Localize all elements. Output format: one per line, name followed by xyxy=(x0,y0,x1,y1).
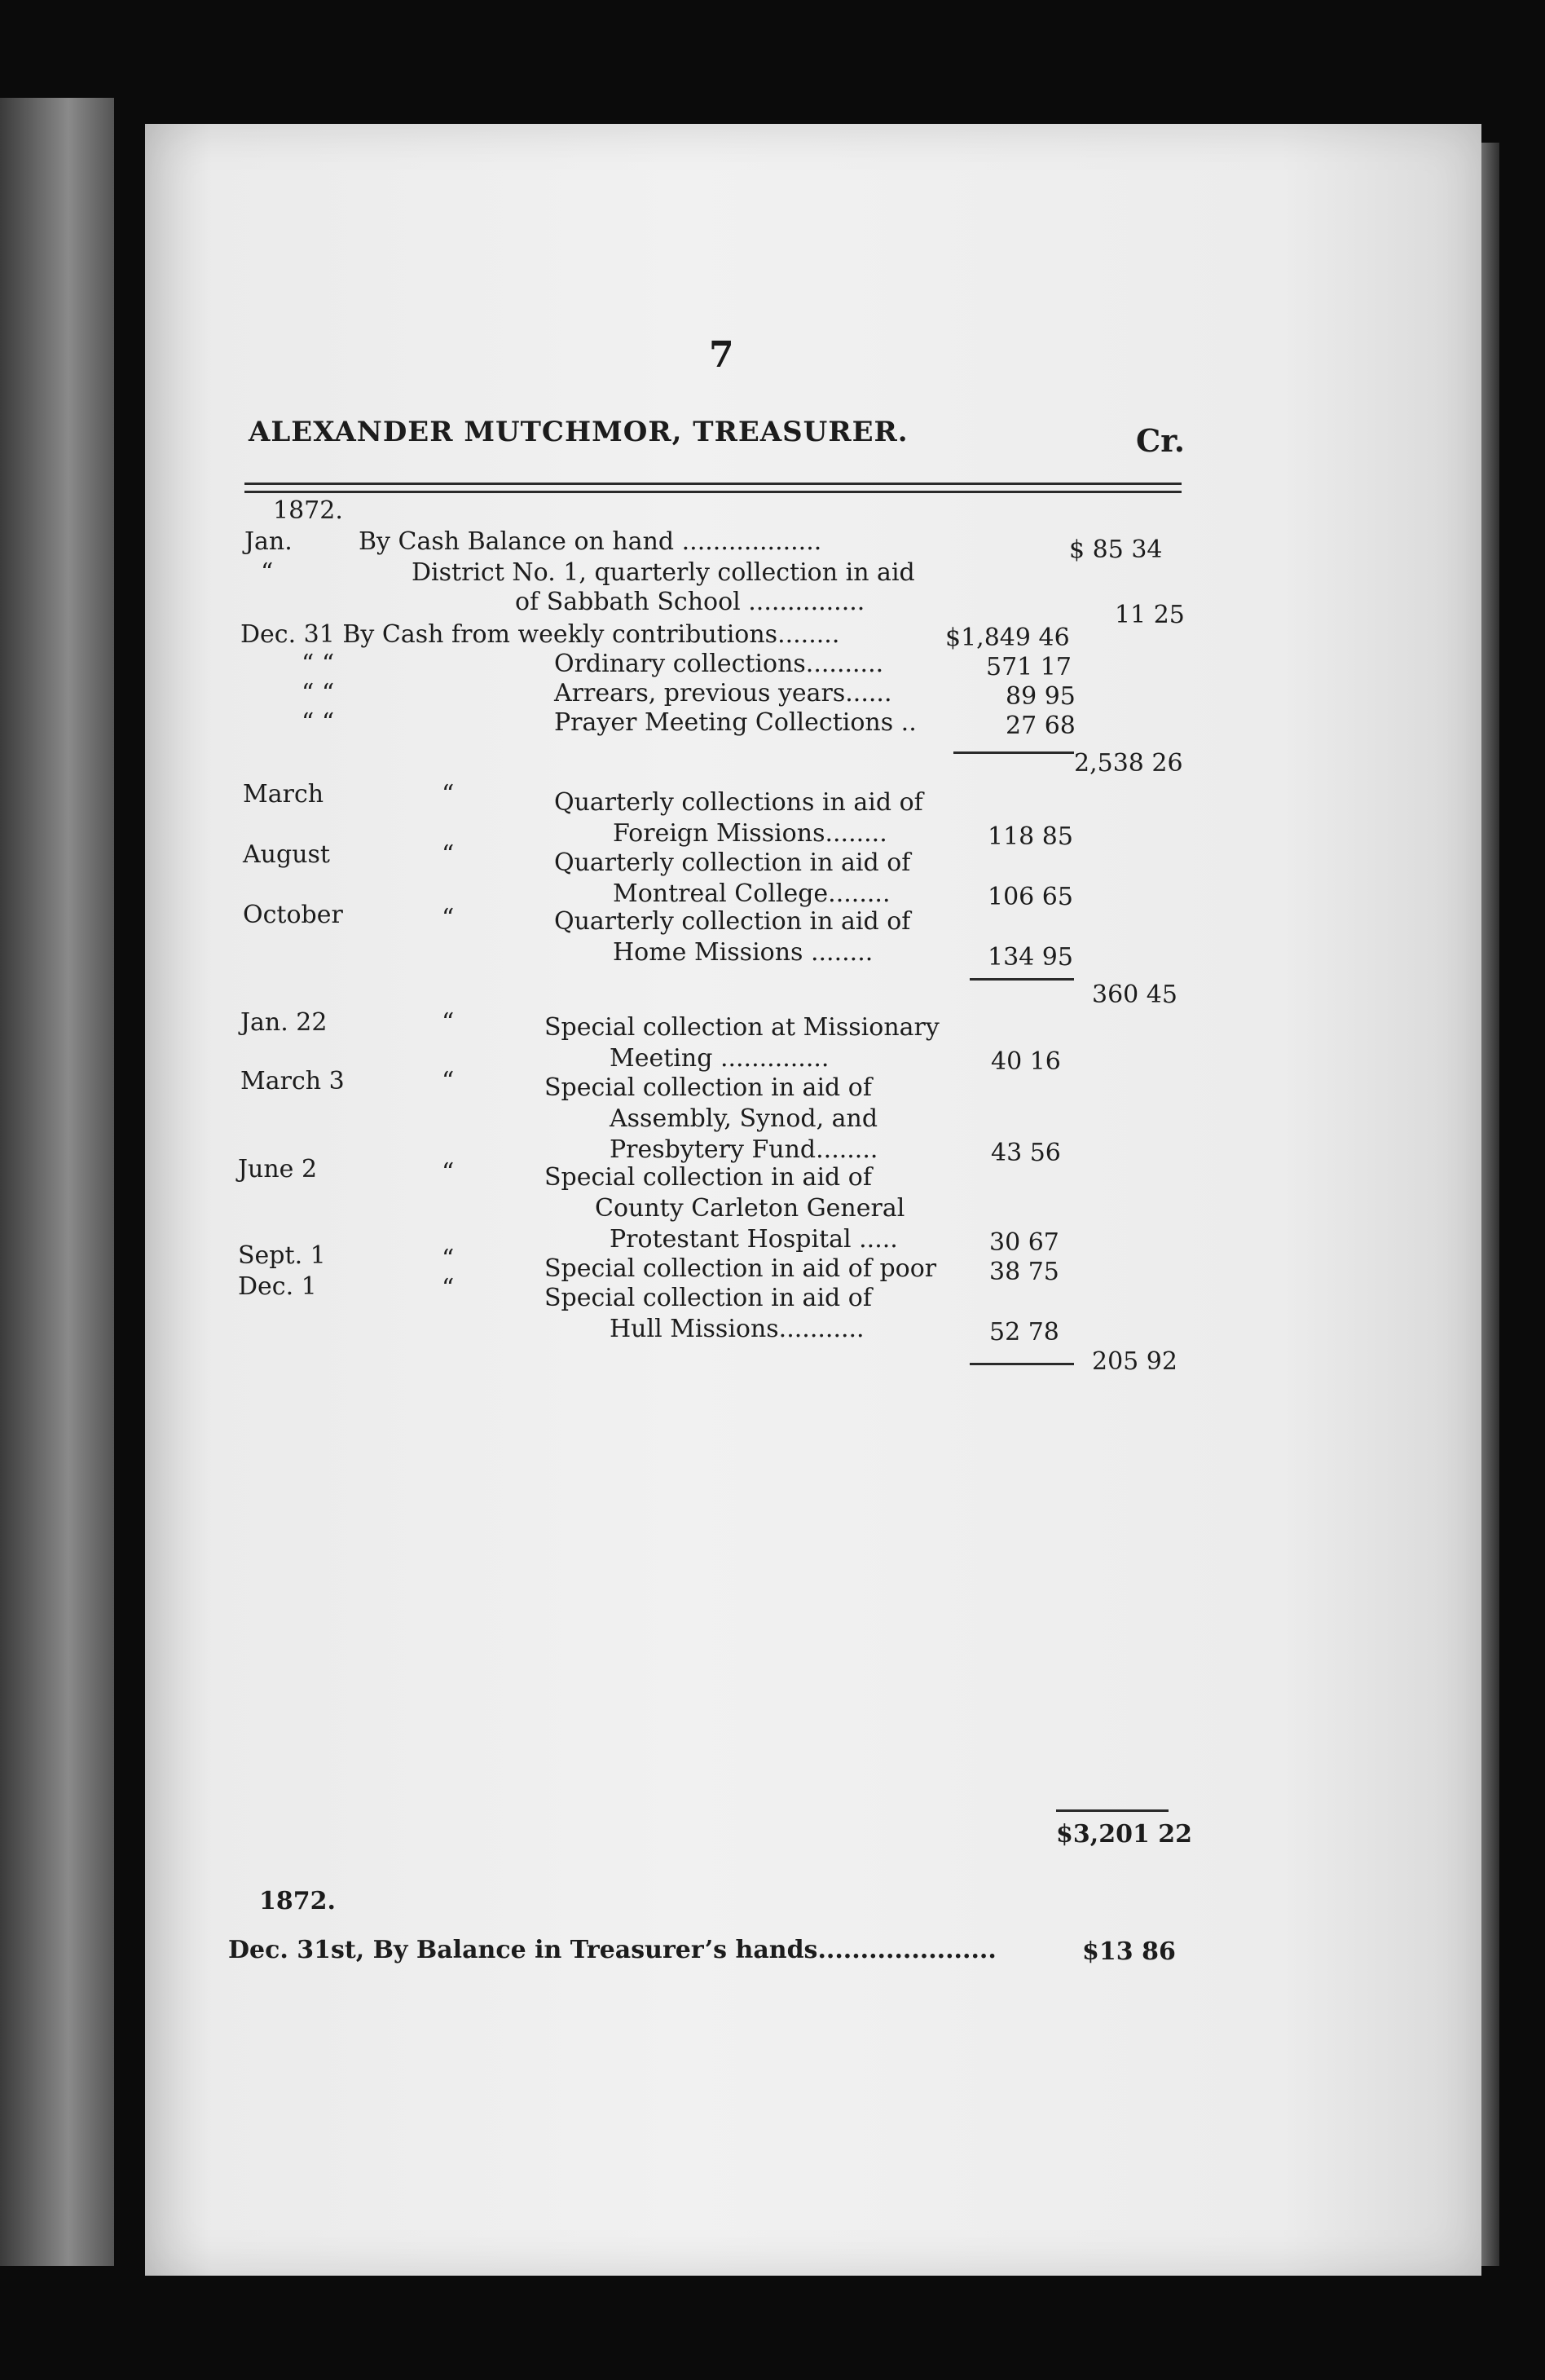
entry-description: Special collection in aid of xyxy=(544,1284,872,1312)
subtotal-rule xyxy=(970,978,1074,981)
closing-balance-amount: $13 86 xyxy=(1082,1937,1176,1966)
entry-subamount: 106 65 xyxy=(988,883,1073,911)
section-total: 2,538 26 xyxy=(1074,749,1183,778)
entry-description: Montreal College........ xyxy=(613,879,891,908)
closing-balance-line: Dec. 31st, By Balance in Treasurer’s hands..................... xyxy=(228,1936,997,1964)
ditto-marks: “ xyxy=(442,1158,455,1187)
entry-subamount: 134 95 xyxy=(988,943,1073,972)
entry-date: Jan. xyxy=(244,527,293,556)
entry-description: Special collection in aid of xyxy=(544,1073,872,1102)
entry-subamount: 89 95 xyxy=(1006,682,1076,711)
grand-total: $3,201 22 xyxy=(1056,1820,1193,1849)
entry-description: Ordinary collections.......... xyxy=(554,650,884,678)
facing-page-edge xyxy=(0,98,114,2266)
ditto-marks: “ xyxy=(442,1067,455,1095)
ditto-marks: “ “ xyxy=(302,708,335,737)
entry-description: By Cash Balance on hand .................. xyxy=(359,527,822,556)
ditto-marks: “ xyxy=(442,904,455,932)
entry-description: Home Missions ........ xyxy=(613,938,874,967)
ditto-marks: “ xyxy=(442,780,455,809)
entry-subamount: 52 78 xyxy=(989,1318,1059,1346)
entry-description: Special collection in aid of xyxy=(544,1163,872,1192)
entry-description: Foreign Missions........ xyxy=(613,819,887,848)
entry-subamount: 38 75 xyxy=(989,1258,1059,1286)
ditto-marks: “ “ xyxy=(302,679,335,707)
entry-description: Special collection at Missionary xyxy=(544,1013,940,1042)
ditto-marks: “ xyxy=(442,1245,455,1273)
entry-description: Arrears, previous years...... xyxy=(554,679,892,707)
entry-year: 1872. xyxy=(273,496,343,525)
ditto-marks: “ xyxy=(442,840,455,869)
ditto-marks: “ xyxy=(442,1008,455,1037)
entry-subamount: 30 67 xyxy=(989,1228,1059,1257)
credit-label: Cr. xyxy=(1136,422,1186,459)
entry-subamount: 40 16 xyxy=(991,1047,1061,1076)
entry-date: Jan. 22 xyxy=(240,1008,328,1037)
section-total: 205 92 xyxy=(1092,1347,1177,1376)
entry-description: of Sabbath School ............... xyxy=(515,588,865,616)
entry-subamount: $1,849 46 xyxy=(945,624,1070,652)
entry-subamount: 571 17 xyxy=(986,653,1072,681)
entry-description: Special collection in aid of poor xyxy=(544,1254,937,1283)
entry-description: Hull Missions........... xyxy=(610,1315,865,1343)
entry-date: June 2 xyxy=(238,1155,318,1183)
entry-description: Quarterly collection in aid of xyxy=(554,907,911,936)
entry-date: March xyxy=(243,780,324,809)
entry-description: County Carleton General xyxy=(595,1194,905,1223)
entry-date: Dec. 1 xyxy=(238,1272,317,1301)
entry-description: Quarterly collection in aid of xyxy=(554,848,911,877)
subtotal-rule xyxy=(970,1363,1074,1365)
section-total: 360 45 xyxy=(1092,981,1177,1009)
entry-description: Protestant Hospital ..... xyxy=(610,1225,898,1254)
entry-date: October xyxy=(243,901,343,929)
entry-description: Meeting .............. xyxy=(610,1044,830,1073)
entry-subamount: 118 85 xyxy=(988,822,1073,851)
book-spine-edge xyxy=(1481,143,1499,2266)
ledger-heading: ALEXANDER MUTCHMOR, TREASURER. xyxy=(249,416,909,448)
heading-rule-top xyxy=(244,483,1182,485)
ditto-marks: “ xyxy=(442,1274,455,1302)
entry-date: Sept. 1 xyxy=(238,1241,326,1270)
entry-date: “ xyxy=(261,558,274,587)
closing-year: 1872. xyxy=(259,1887,336,1915)
entry-description: Dec. 31 By Cash from weekly contributions........ xyxy=(240,620,840,649)
entry-total: 11 25 xyxy=(1115,601,1185,629)
entry-description: Quarterly collections in aid of xyxy=(554,788,923,817)
subtotal-rule xyxy=(953,751,1074,754)
entry-date: March 3 xyxy=(240,1067,345,1095)
entry-date: August xyxy=(243,840,330,869)
entry-description: Prayer Meeting Collections .. xyxy=(554,708,917,737)
ditto-marks: “ “ xyxy=(302,650,335,678)
entry-subamount: 43 56 xyxy=(991,1139,1061,1167)
entry-total: $ 85 34 xyxy=(1069,536,1163,564)
entry-subamount: 27 68 xyxy=(1006,712,1076,740)
page-number: 7 xyxy=(709,334,734,376)
entry-description: Assembly, Synod, and xyxy=(610,1104,878,1133)
heading-rule-bottom xyxy=(244,491,1182,493)
grand-total-rule xyxy=(1056,1809,1169,1812)
entry-description: Presbytery Fund........ xyxy=(610,1135,878,1164)
entry-description: District No. 1, quarterly collection in aid xyxy=(412,558,915,587)
